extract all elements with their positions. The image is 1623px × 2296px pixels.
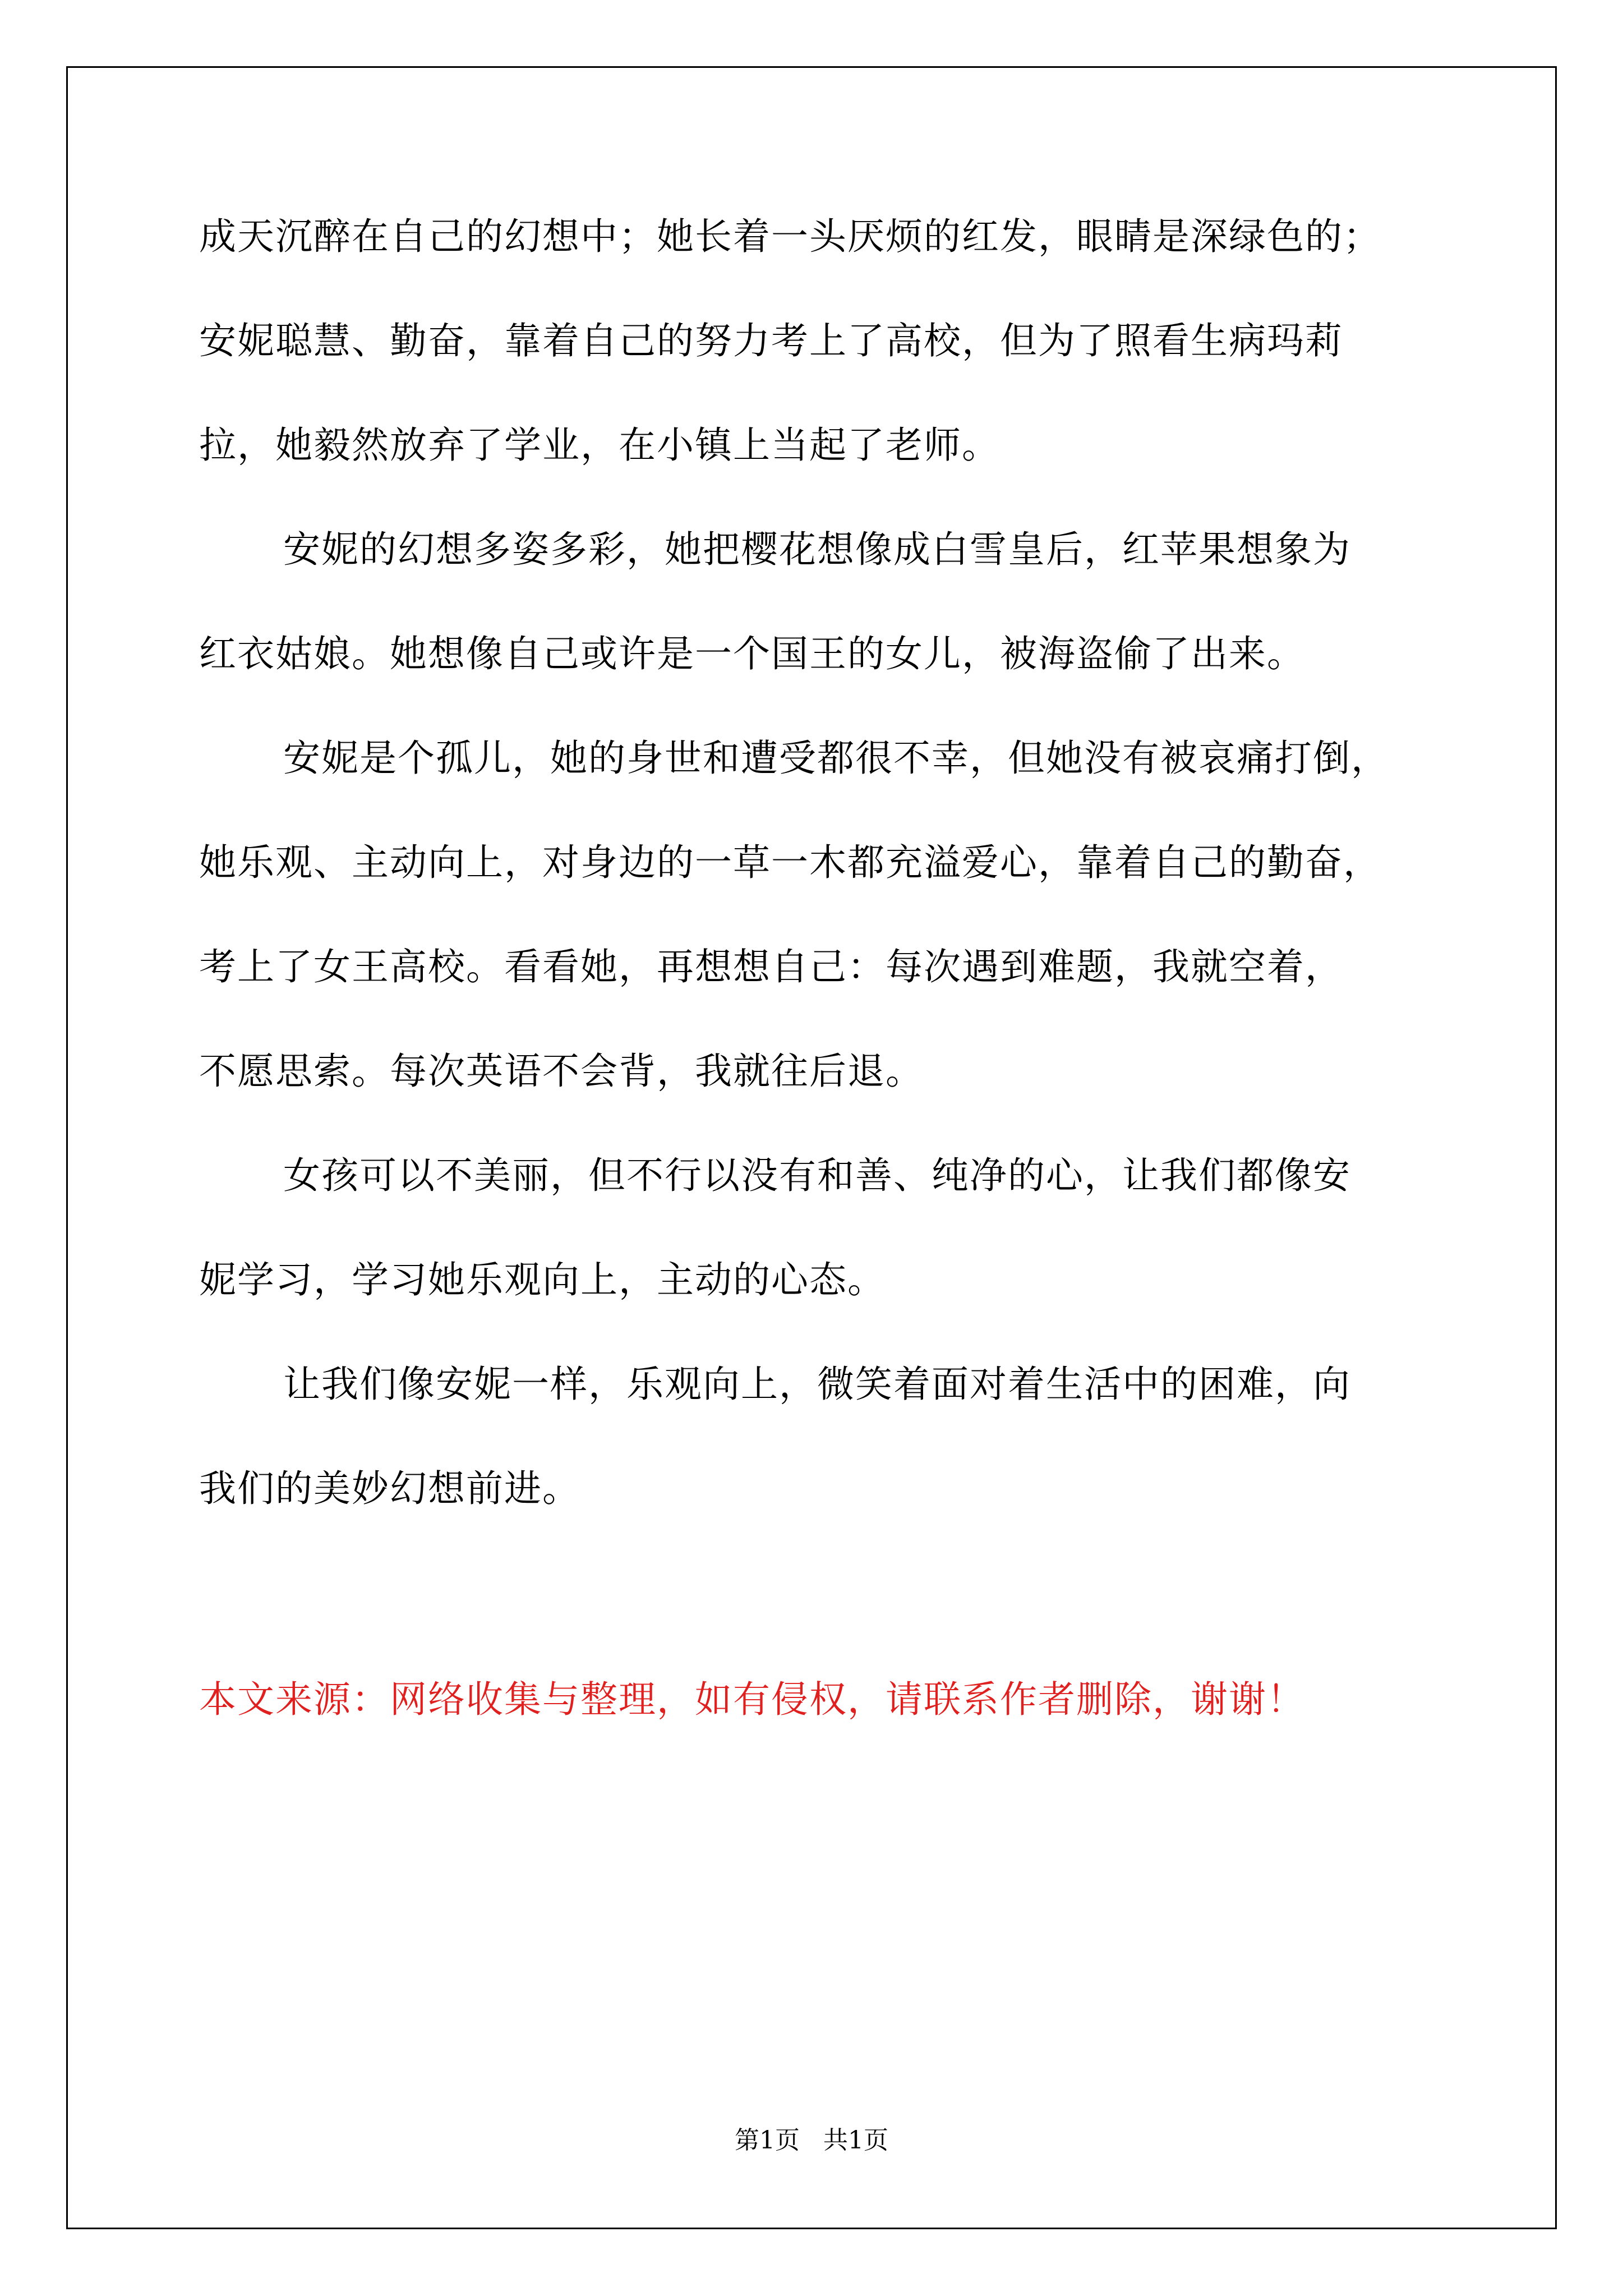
text-line: 拉，她毅然放弃了学业，在小镇上当起了老师。 bbox=[199, 424, 1000, 467]
text-line: 我们的美妙幻想前进。 bbox=[199, 1467, 580, 1510]
text-line: 安妮聪慧、勤奋，靠着自己的努力考上了高校，但为了照看生病玛莉 bbox=[199, 319, 1343, 362]
source-note: 本文来源：网络收集与整理，如有侵权，请联系作者删除，谢谢！ bbox=[199, 1678, 1305, 1721]
text-line: 妮学习，学习她乐观向上，主动的心态。 bbox=[199, 1258, 886, 1301]
text-line: 红衣姑娘。她想像自己或许是一个国王的女儿，被海盗偷了出来。 bbox=[199, 632, 1305, 675]
text-line: 考上了女王高校。看看她，再想想自己：每次遇到难题，我就空着， bbox=[199, 945, 1343, 988]
document-body bbox=[199, 215, 1438, 1721]
text-line: 成天沉醉在自己的幻想中；她长着一头厌烦的红发，眼睛是深绿色的； bbox=[199, 215, 1381, 258]
text-line: 让我们像安妮一样，乐观向上，微笑着面对着生活中的困难，向 bbox=[283, 1363, 1351, 1406]
text-line: 女孩可以不美丽，但不行以没有和善、纯净的心，让我们都像安 bbox=[283, 1154, 1351, 1197]
text-line: 不愿思索。每次英语不会背，我就往后退。 bbox=[199, 1050, 924, 1093]
page-footer: 第1页 共1页 bbox=[735, 2126, 888, 2155]
text-line: 安妮是个孤儿，她的身世和遭受都很不幸，但她没有被哀痛打倒， bbox=[283, 737, 1389, 780]
text-line: 她乐观、主动向上，对身边的一草一木都充溢爱心，靠着自己的勤奋， bbox=[199, 841, 1381, 884]
text-line: 安妮的幻想多姿多彩，她把樱花想像成白雪皇后，红苹果想象为 bbox=[283, 528, 1351, 571]
